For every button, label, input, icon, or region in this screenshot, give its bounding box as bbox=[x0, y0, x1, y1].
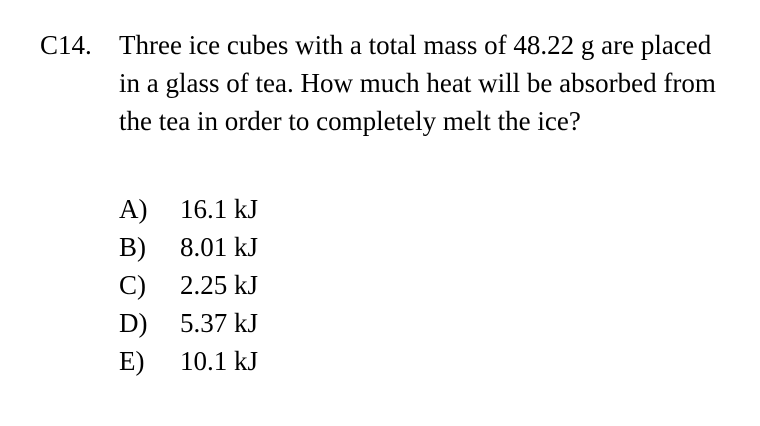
answer-choice-d bbox=[119, 304, 258, 342]
choice-letter: A) bbox=[119, 194, 148, 224]
choice-text: 8.01 kJ bbox=[180, 232, 259, 262]
choice-letter: D) bbox=[119, 308, 148, 338]
choice-text: 16.1 kJ bbox=[180, 194, 259, 224]
choice-text: 10.1 kJ bbox=[180, 346, 259, 376]
answer-choice-e bbox=[119, 342, 258, 380]
choice-letter: E) bbox=[119, 346, 145, 376]
choice-text: 5.37 kJ bbox=[180, 308, 259, 338]
answer-choice-a bbox=[119, 190, 258, 228]
answer-choices bbox=[119, 190, 258, 380]
choice-letter: C) bbox=[119, 270, 146, 300]
choice-letter: B) bbox=[119, 232, 146, 262]
answer-choice-b bbox=[119, 228, 258, 266]
choice-text: 2.25 kJ bbox=[180, 270, 259, 300]
question-number: C14. bbox=[40, 30, 92, 60]
answer-choice-c bbox=[119, 266, 258, 304]
question-stem: Three ice cubes with a total mass of 48.22 g are placed in a glass of tea. How much heat will be absorbed from the tea in order to completely melt the ice? bbox=[119, 30, 716, 136]
